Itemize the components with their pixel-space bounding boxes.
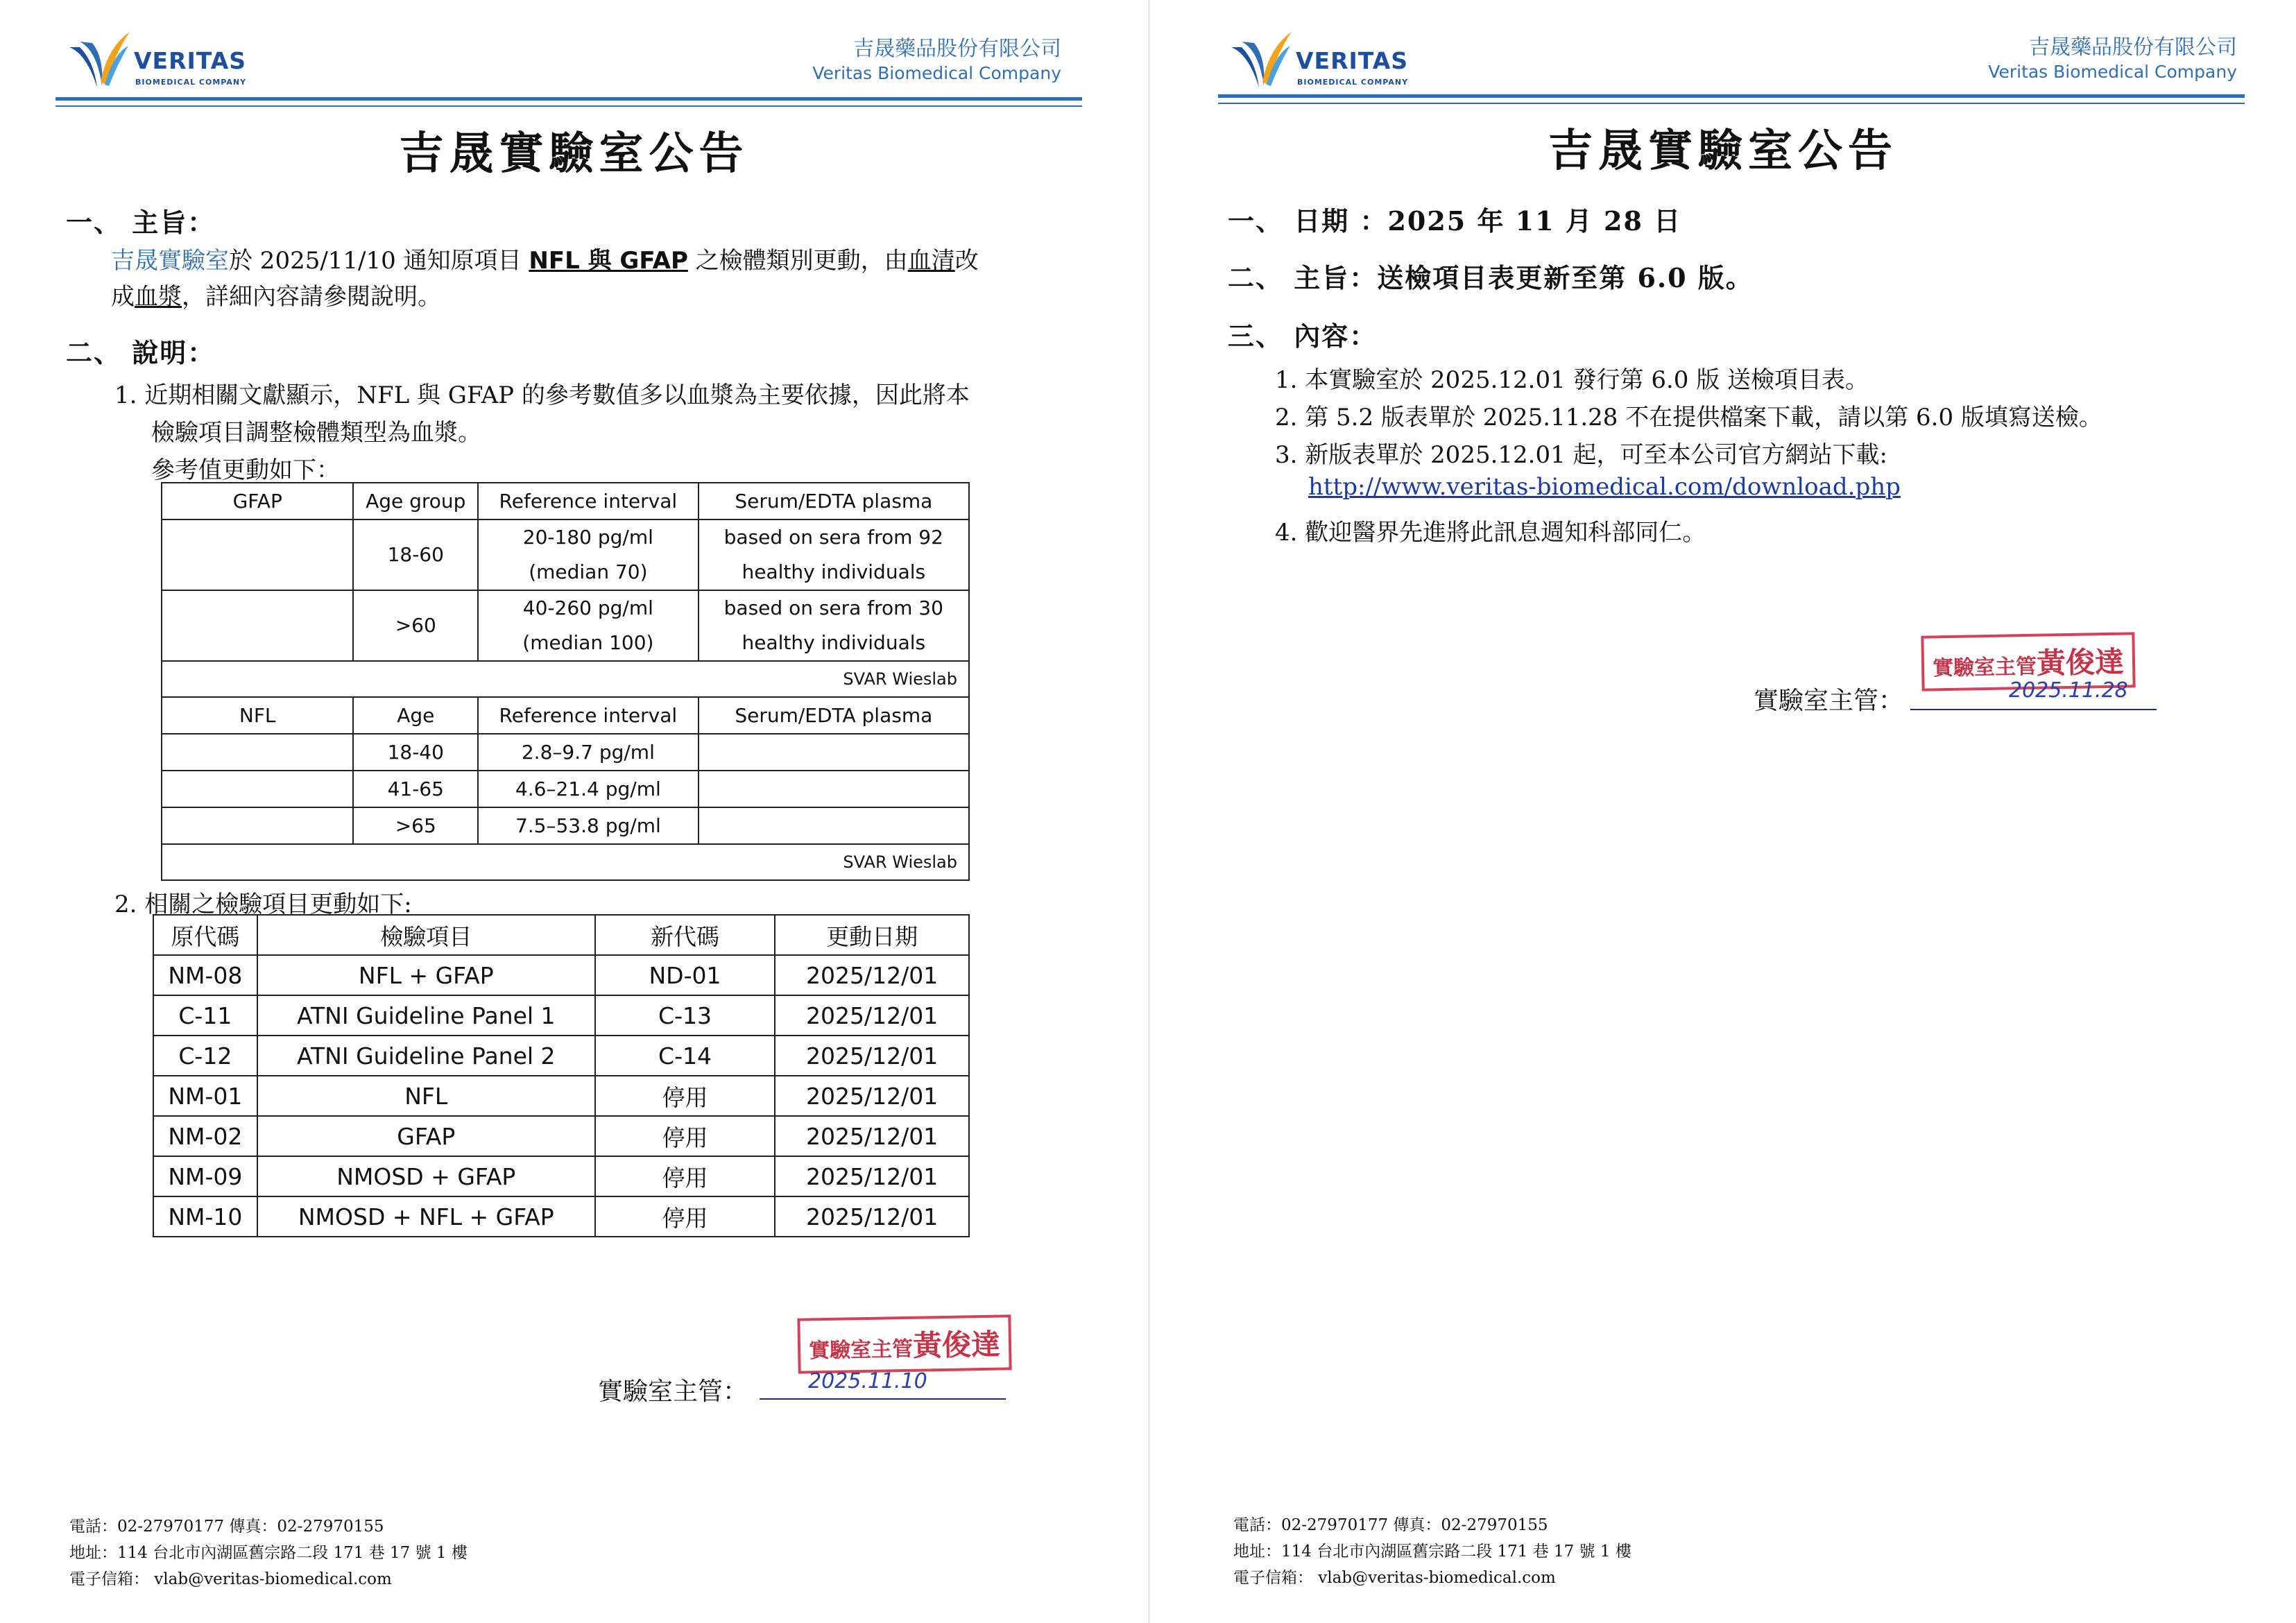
interval-median: (median 70) bbox=[529, 560, 648, 583]
table-cell: 2025/12/01 bbox=[775, 1116, 969, 1156]
table-cell: 停用 bbox=[595, 1156, 775, 1196]
table-cell: ATNI Guideline Panel 2 bbox=[257, 1036, 595, 1076]
footer-contact bbox=[1233, 1512, 1631, 1591]
table-row bbox=[153, 1076, 969, 1116]
lab-name: 吉晟實驗室 bbox=[111, 247, 229, 275]
subject-line2-b: ，詳細內容請參閱說明。 bbox=[182, 283, 441, 311]
subject-line2-a: 成 bbox=[111, 283, 135, 311]
table-cell bbox=[162, 734, 353, 771]
section-explanation-heading: 二、 說明： bbox=[66, 337, 216, 368]
table-row bbox=[153, 1156, 969, 1196]
footer-address: 地址：114 台北市內湖區舊宗路二段 171 巷 17 號 1 樓 bbox=[1233, 1543, 1631, 1561]
table-cell: 停用 bbox=[595, 1076, 775, 1116]
page-title: 吉晟實驗室公告 bbox=[1548, 125, 1898, 177]
logo-text: VERITAS bbox=[1296, 47, 1409, 74]
table-cell bbox=[699, 771, 969, 807]
table-cell: NFL bbox=[257, 1076, 595, 1116]
table-cell: Serum/EDTA plasma bbox=[699, 483, 969, 519]
note-line-2: healthy individuals bbox=[742, 631, 926, 654]
interval-median: (median 100) bbox=[522, 631, 654, 654]
table-cell: NMOSD + NFL + GFAP bbox=[257, 1196, 595, 1237]
date-line: 一、 日期 ：2025 年 11 月 28 日 bbox=[1228, 205, 1682, 237]
item1-line3: 參考值更動如下： bbox=[151, 456, 340, 484]
stamp-title: 實驗室主管 bbox=[808, 1337, 914, 1364]
logo-text: VERITAS bbox=[134, 47, 247, 74]
table-cell: ND-01 bbox=[595, 955, 775, 995]
table-cell: C-12 bbox=[153, 1036, 257, 1076]
veritas-logo bbox=[1228, 26, 1436, 96]
table-cell bbox=[699, 519, 969, 590]
table-row bbox=[153, 1116, 969, 1156]
table-cell: C-14 bbox=[595, 1036, 775, 1076]
table-row bbox=[162, 771, 969, 807]
subject-items: NFL 與 GFAP bbox=[529, 247, 688, 275]
table-header-cell: 更動日期 bbox=[775, 915, 969, 955]
interval-value: 40-260 pg/ml bbox=[522, 596, 653, 619]
signature-line bbox=[760, 1398, 1006, 1400]
subject-line-1 bbox=[111, 241, 979, 275]
table-cell: 2025/12/01 bbox=[775, 1196, 969, 1237]
stamp-title: 實驗室主管 bbox=[1932, 654, 2037, 681]
veritas-logo bbox=[66, 26, 274, 96]
table-cell bbox=[162, 519, 353, 590]
table-cell: GFAP bbox=[257, 1116, 595, 1156]
announcement-page-right bbox=[1150, 0, 2296, 1623]
footer-email: 電子信箱： vlab@veritas-biomedical.com bbox=[1233, 1569, 1556, 1587]
logo-subtext: BIOMEDICAL COMPANY bbox=[135, 78, 247, 87]
table-source: SVAR Wieslab bbox=[162, 844, 969, 880]
header-rule-thin bbox=[55, 105, 1082, 107]
table-cell: Reference interval bbox=[478, 697, 698, 734]
table-row bbox=[153, 1196, 969, 1237]
table-cell bbox=[162, 807, 353, 844]
company-name bbox=[1988, 35, 2237, 83]
table-cell: C-11 bbox=[153, 995, 257, 1036]
company-name-en: Veritas Biomedical Company bbox=[1988, 62, 2237, 82]
nfl-header-row bbox=[162, 697, 969, 734]
subject-serum: 血清 bbox=[907, 247, 955, 275]
veritas-logo-icon bbox=[1228, 26, 1294, 92]
item1-line1: 1. 近期相關文獻顯示，NFL 與 GFAP 的參考數值多以血漿為主要依據，因此將本 bbox=[114, 381, 970, 409]
source-row bbox=[162, 661, 969, 697]
table-row bbox=[162, 519, 969, 590]
page-title: 吉晟實驗室公告 bbox=[399, 128, 749, 180]
veritas-logo-icon bbox=[66, 26, 132, 92]
content-item-3: 3. 新版表單於 2025.12.01 起，可至本公司官方網站下載: bbox=[1275, 441, 1887, 469]
table-cell: ATNI Guideline Panel 1 bbox=[257, 995, 595, 1036]
table-cell: Reference interval bbox=[478, 483, 698, 519]
table-cell: 2025/12/01 bbox=[775, 995, 969, 1036]
company-name-zh: 吉晟藥品股份有限公司 bbox=[2029, 35, 2237, 60]
company-name-zh: 吉晟藥品股份有限公司 bbox=[853, 37, 1061, 61]
table-row bbox=[162, 590, 969, 661]
table-cell: GFAP bbox=[162, 483, 353, 519]
table-source: SVAR Wieslab bbox=[162, 661, 969, 697]
table-cell: NM-08 bbox=[153, 955, 257, 995]
header-rule bbox=[1218, 94, 2245, 98]
table-cell: Age group bbox=[353, 483, 478, 519]
signature-label: 實驗室主管： bbox=[598, 1377, 748, 1406]
item1-line2: 檢驗項目調整檢體類型為血漿。 bbox=[151, 419, 481, 447]
table-cell bbox=[699, 734, 969, 771]
table-cell bbox=[478, 590, 698, 661]
table-cell: NM-09 bbox=[153, 1156, 257, 1196]
logo-subtext: BIOMEDICAL COMPANY bbox=[1297, 78, 1409, 87]
table-cell: C-13 bbox=[595, 995, 775, 1036]
company-name bbox=[812, 36, 1061, 85]
header-rule bbox=[55, 97, 1082, 101]
section-subject-heading: 一、 主旨： bbox=[66, 207, 216, 238]
table-cell: 停用 bbox=[595, 1196, 775, 1237]
table-cell: NFL + GFAP bbox=[257, 955, 595, 995]
table-cell: 18-40 bbox=[353, 734, 478, 771]
content-heading: 三、 內容： bbox=[1228, 320, 1378, 352]
item2-line: 2. 相關之檢驗項目更動如下: bbox=[114, 891, 412, 918]
table-cell: 7.5–53.8 pg/ml bbox=[478, 807, 698, 844]
table-cell: 2025/12/01 bbox=[775, 955, 969, 995]
table-row bbox=[153, 1036, 969, 1076]
code-change-table bbox=[153, 914, 970, 1237]
table-header-cell: 檢驗項目 bbox=[257, 915, 595, 955]
content-item-4: 4. 歡迎醫界先進將此訊息週知科部同仁。 bbox=[1275, 519, 1706, 547]
table-cell: 41-65 bbox=[353, 771, 478, 807]
table-cell: NM-02 bbox=[153, 1116, 257, 1156]
table-cell: 18-60 bbox=[353, 519, 478, 590]
table-row bbox=[162, 807, 969, 844]
table-cell: 4.6–21.4 pg/ml bbox=[478, 771, 698, 807]
footer-contact bbox=[69, 1513, 468, 1592]
table-cell: NM-01 bbox=[153, 1076, 257, 1116]
table-cell: Serum/EDTA plasma bbox=[699, 697, 969, 734]
table-cell: 2.8–9.7 pg/ml bbox=[478, 734, 698, 771]
table-cell bbox=[162, 590, 353, 661]
subject-text-a: 於 2025/11/10 通知原項目 bbox=[229, 247, 529, 275]
table-cell: NM-10 bbox=[153, 1196, 257, 1237]
table-cell: NMOSD + GFAP bbox=[257, 1156, 595, 1196]
table-header-cell: 新代碼 bbox=[595, 915, 775, 955]
download-link[interactable]: http://www.veritas-biomedical.com/download.php bbox=[1308, 473, 1901, 501]
signature-date: 2025.11.10 bbox=[808, 1369, 927, 1393]
table-cell: NFL bbox=[162, 697, 353, 734]
source-row bbox=[162, 844, 969, 880]
table-cell: >60 bbox=[353, 590, 478, 661]
subject-line-2 bbox=[111, 277, 441, 311]
code-table-header bbox=[153, 915, 969, 955]
note-line-1: based on sera from 30 bbox=[723, 596, 943, 619]
table-header-cell: 原代碼 bbox=[153, 915, 257, 955]
header-rule-thin bbox=[1218, 103, 2245, 104]
table-cell bbox=[478, 519, 698, 590]
subject-text-c: 改 bbox=[954, 247, 979, 275]
signature-label: 實驗室主管： bbox=[1754, 687, 1904, 715]
signature-line bbox=[1910, 709, 2157, 710]
content-item-2: 2. 第 5.2 版表單於 2025.11.28 不在提供檔案下載，請以第 6.0 版填寫送檢。 bbox=[1275, 404, 2102, 431]
content-item-1: 1. 本實驗室於 2025.12.01 發行第 6.0 版 送檢項目表。 bbox=[1275, 366, 1869, 394]
reference-interval-table bbox=[161, 482, 970, 881]
table-cell: 2025/12/01 bbox=[775, 1156, 969, 1196]
footer-phone: 電話：02-27970177 傳真：02-27970155 bbox=[1233, 1516, 1548, 1534]
table-cell: >65 bbox=[353, 807, 478, 844]
gfap-header-row bbox=[162, 483, 969, 519]
table-cell: 停用 bbox=[595, 1116, 775, 1156]
interval-value: 20-180 pg/ml bbox=[522, 526, 653, 549]
footer-email: 電子信箱： vlab@veritas-biomedical.com bbox=[69, 1570, 392, 1588]
footer-phone: 電話：02-27970177 傳真：02-27970155 bbox=[69, 1518, 384, 1536]
footer-address: 地址：114 台北市內湖區舊宗路二段 171 巷 17 號 1 樓 bbox=[69, 1544, 468, 1562]
signature-date: 2025.11.28 bbox=[2009, 678, 2128, 703]
stamp-name: 黃俊達 bbox=[2036, 644, 2125, 680]
table-cell bbox=[699, 807, 969, 844]
table-cell bbox=[699, 590, 969, 661]
table-row bbox=[153, 955, 969, 995]
table-cell: 2025/12/01 bbox=[775, 1036, 969, 1076]
subject-line: 二、 主旨：送檢項目表更新至第 6.0 版。 bbox=[1228, 262, 1754, 293]
table-cell: 2025/12/01 bbox=[775, 1076, 969, 1116]
table-cell: Age bbox=[353, 697, 478, 734]
table-cell bbox=[162, 771, 353, 807]
subject-plasma: 血漿 bbox=[135, 283, 182, 311]
table-row bbox=[162, 734, 969, 771]
note-line-1: based on sera from 92 bbox=[723, 526, 943, 549]
note-line-2: healthy individuals bbox=[742, 560, 926, 583]
subject-text-b: 之檢體類別更動，由 bbox=[687, 247, 908, 275]
company-name-en: Veritas Biomedical Company bbox=[812, 63, 1061, 83]
lab-director-stamp bbox=[797, 1314, 1011, 1373]
table-row bbox=[153, 995, 969, 1036]
stamp-name: 黃俊達 bbox=[912, 1327, 1001, 1363]
